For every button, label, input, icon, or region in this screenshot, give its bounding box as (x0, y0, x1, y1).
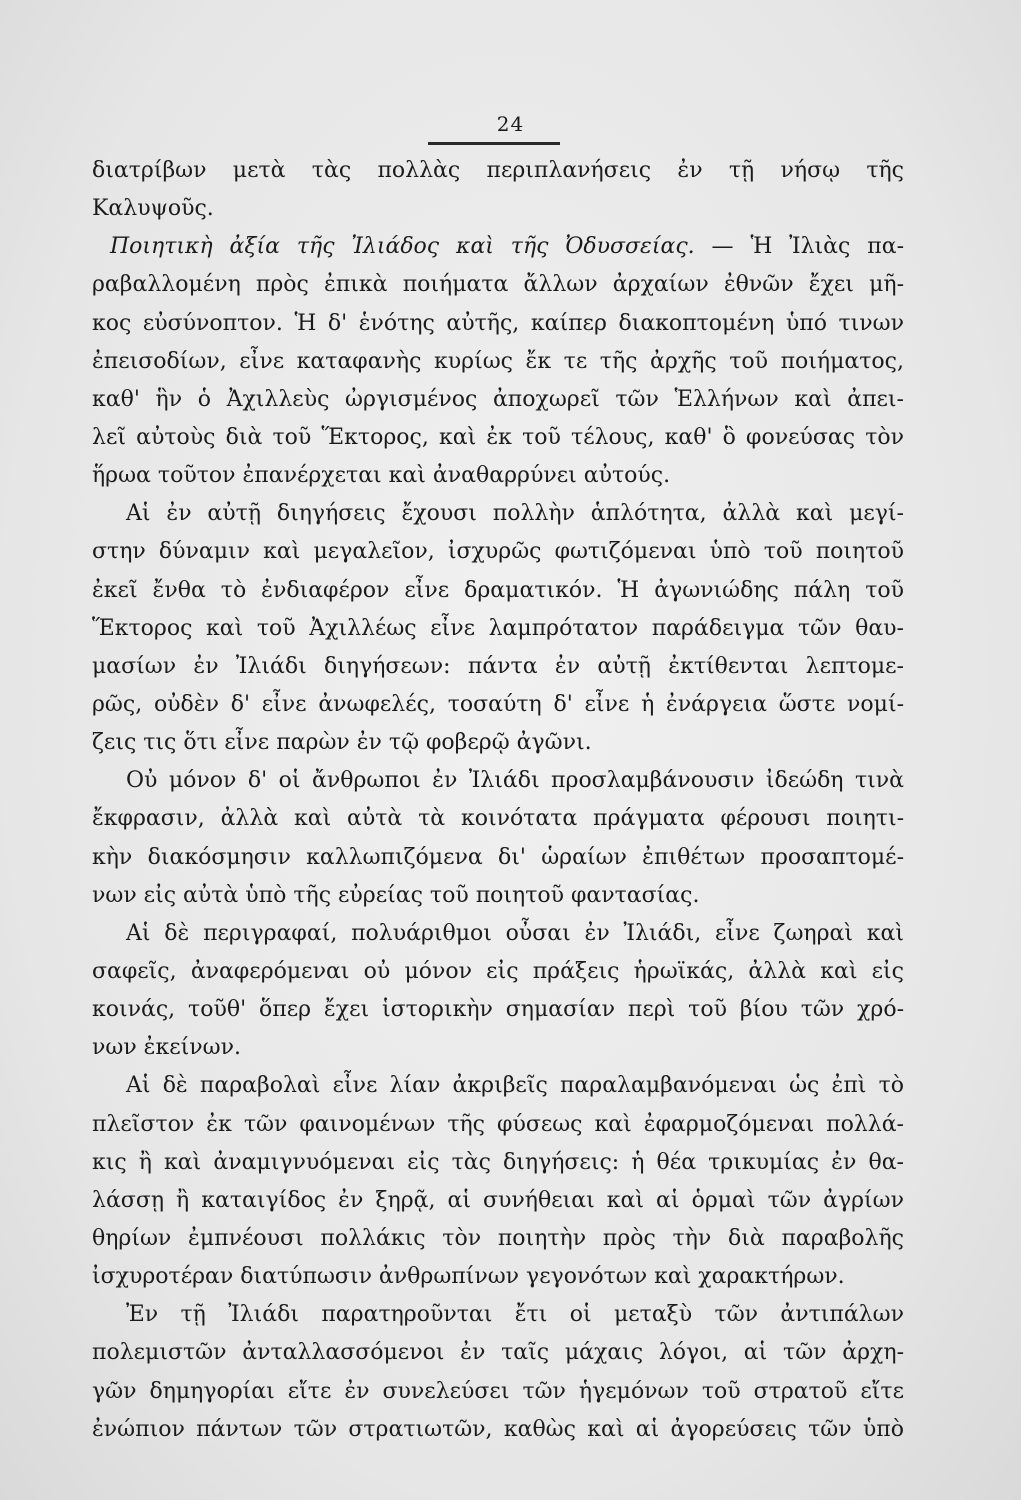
text-line: πολεμιστῶν ἀνταλλασσόμενοι ἐν ταῖς μάχαις λόγοι, αἱ τῶν ἀρχη- (92, 1340, 904, 1366)
text-line: Αἱ δὲ παραβολαὶ εἶνε λίαν ἀκριβεῖς παραλαμβανόμεναι ὡς ἐπὶ τὸ (126, 1073, 904, 1099)
text-line: ἐπεισοδίων, εἶνε καταφανὴς κυρίως ἔκ τε τῆς ἀρχῆς τοῦ ποιήματος, (92, 348, 904, 374)
text-line: διατρίβων μετὰ τὰς πολλὰς περιπλανήσεις ἐν τῇ νήσῳ τῆς (92, 158, 904, 183)
text-line: κος εὐσύνοπτον. Ἡ δ' ἑνότης αὐτῆς, καίπερ διακοπτομένη ὑπό τινων (92, 310, 904, 336)
text-line: γῶν δημηγορίαι εἴτε ἐν συνελεύσει τῶν ἡγεμόνων τοῦ στρατοῦ εἴτε (92, 1378, 904, 1404)
text-line: ἐκεῖ ἔνθα τὸ ἐνδιαφέρον εἶνε δραματικόν. Ἡ ἀγωνιώδης πάλη τοῦ (92, 577, 904, 603)
text-line: λεῖ αὐτοὺς διὰ τοῦ Ἕκτορος, καὶ ἐκ τοῦ τέλους, καθ' ὃ φονεύσας τὸν (92, 424, 904, 450)
text-line: ἔκφρασιν, ἀλλὰ καὶ αὐτὰ τὰ κοινότατα πράγματα φέρουσι ποιητι- (92, 806, 904, 832)
text-line: στην δύναμιν καὶ μεγαλεῖον, ἰσχυρῶς φωτιζόμεναι ὑπὸ τοῦ ποιητοῦ (92, 539, 904, 565)
header-rule (428, 142, 560, 145)
text-line: κοινάς, τοῦθ' ὅπερ ἔχει ἱστορικὴν σημασίαν περὶ τοῦ βίου τῶν χρό- (92, 997, 904, 1023)
text-line: λάσσῃ ἢ καταιγίδος ἐν ξηρᾷ, αἱ συνήθειαι καὶ αἱ ὁρμαὶ τῶν ἀγρίων (92, 1187, 904, 1213)
text-line: κις ἢ καὶ ἀναμιγνυόμεναι εἰς τὰς διηγήσεις: ἡ θέα τρικυμίας ἐν θα- (92, 1149, 904, 1175)
text-line: κὴν διακόσμησιν καλλωπιζόμενα δι' ὡραίων ἐπιθέτων προσαπτομέ- (92, 844, 904, 870)
page-number: 24 (496, 112, 525, 136)
text-line: Καλυψοῦς. (92, 196, 214, 222)
text-line: ἐνώπιον πάντων τῶν στρατιωτῶν, καθὼς καὶ αἱ ἀγορεύσεις τῶν ὑπὸ (92, 1416, 904, 1442)
text-line: ἰσχυροτέραν διατύπωσιν ἀνθρωπίνων γεγονότων καὶ χαρακτήρων. (92, 1264, 845, 1290)
text-line: θηρίων ἐμπνέουσι πολλάκις τὸν ποιητὴν πρὸς τὴν διὰ παραβολῆς (92, 1225, 904, 1251)
text-line: νων ἐκείνων. (92, 1035, 241, 1061)
text-line: σαφεῖς, ἀναφερόμεναι οὐ μόνον εἰς πράξεις ἡρωϊκάς, ἀλλὰ καὶ εἰς (92, 958, 904, 984)
text-line: Αἱ ἐν αὐτῇ διηγήσεις ἔχουσι πολλὴν ἁπλότητα, ἀλλὰ καὶ μεγί- (126, 501, 904, 527)
text-line: ραβαλλομένη πρὸς ἐπικὰ ποιήματα ἄλλων ἀρχαίων ἐθνῶν ἔχει μῆ- (92, 272, 904, 298)
text-line: ρῶς, οὐδὲν δ' εἶνε ἀνωφελές, τοσαύτη δ' εἶνε ἡ ἐνάργεια ὥστε νομί- (92, 691, 904, 717)
heading-continuation: — Ἡ Ἰλιὰς πα- (694, 234, 904, 260)
text-line: Ἐν τῇ Ἰλιάδι παρατηροῦνται ἔτι οἱ μεταξὺ τῶν ἀντιπάλων (126, 1302, 904, 1328)
text-line: πλεῖστον ἐκ τῶν φαινομένων τῆς φύσεως καὶ ἐφαρμοζόμεναι πολλά- (92, 1111, 904, 1137)
text-line: ζεις τις ὅτι εἶνε παρὼν ἐν τῷ φοβερῷ ἀγῶνι. (92, 730, 592, 756)
text-line: ἥρωα τοῦτον ἐπανέρχεται καὶ ἀναθαρρύνει αὐτούς. (92, 463, 671, 489)
text-line: νων εἰς αὐτὰ ὑπὸ τῆς εὐρείας τοῦ ποιητοῦ φαντασίας. (92, 882, 700, 908)
text-line: Οὐ μόνον δ' οἱ ἄνθρωποι ἐν Ἰλιάδι προσλαμβάνουσιν ἰδεώδη τινὰ (126, 768, 904, 794)
text-line: Αἱ δὲ περιγραφαί, πολυάριθμοι οὖσαι ἐν Ἰλιάδι, εἶνε ζωηραὶ καὶ (126, 920, 904, 946)
text-line: καθ' ἣν ὁ Ἀχιλλεὺς ὠργισμένος ἀποχωρεῖ τῶν Ἑλλήνων καὶ ἀπει- (92, 386, 904, 412)
section-heading-line (92, 228, 904, 266)
body-text (92, 152, 904, 1449)
section-heading: Ποιητικὴ ἀξία τῆς Ἰλιάδος καὶ τῆς Ὀδυσσείας. (110, 234, 695, 260)
text-line: μασίων ἐν Ἰλιάδι διηγήσεων: πάντα ἐν αὐτῇ ἐκτίθενται λεπτομε- (92, 653, 904, 679)
text-line: Ἕκτορος καὶ τοῦ Ἀχιλλέως εἶνε λαμπρότατον παράδειγμα τῶν θαυ- (92, 615, 904, 641)
